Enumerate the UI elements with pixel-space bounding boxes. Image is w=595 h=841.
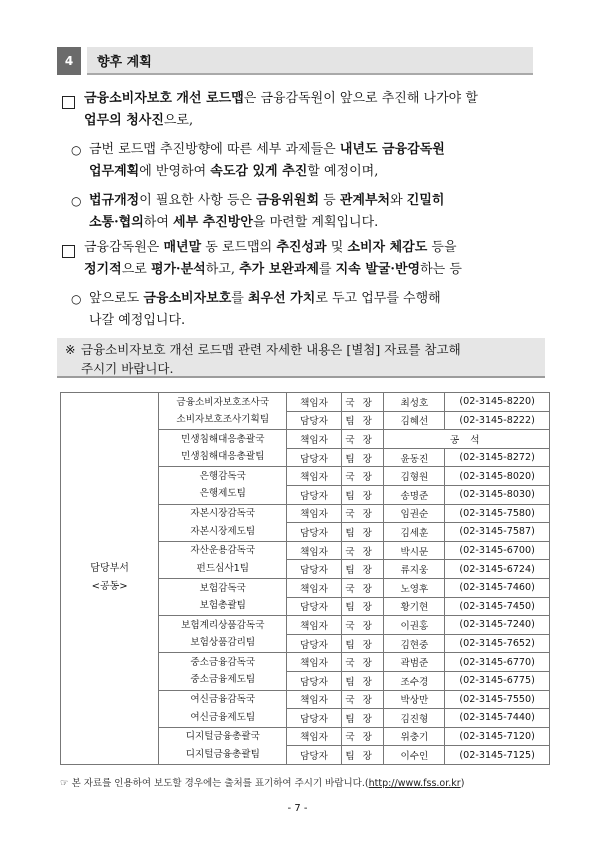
circle-bullet-icon: ○ — [71, 143, 82, 157]
role-cell: 담당자 — [287, 485, 341, 504]
team-cell: 은행감독국 은행제도팀 — [159, 467, 287, 504]
name-cell: 이수인 — [384, 746, 445, 765]
note-line-1: 금융소비자보호 개선 로드맵 관련 자세한 내용은 [별첨] 자료를 참고해 — [81, 342, 461, 357]
name-cell: 박시문 — [384, 541, 445, 560]
name-cell: 임권순 — [384, 504, 445, 523]
position-cell: 국장 — [341, 578, 384, 597]
phone-cell: (02-3145-6775) — [445, 671, 550, 690]
phone-cell: (02-3145-7580) — [445, 504, 550, 523]
position-cell: 국장 — [341, 690, 384, 709]
note-line-2: 주시기 바랍니다. — [81, 361, 174, 376]
role-cell: 담당자 — [287, 560, 341, 579]
paragraph-1: 금융소비자보호 개선 로드맵은 금융감독원이 앞으로 추진해 나가야 할 업무의 청사진으로, — [84, 91, 478, 128]
position-cell: 국장 — [341, 616, 384, 635]
section-number: 4 — [57, 47, 81, 75]
position-cell: 팀장 — [341, 746, 384, 765]
name-cell: 조수경 — [384, 671, 445, 690]
position-cell: 국장 — [341, 467, 384, 486]
phone-cell: (02-3145-6770) — [445, 653, 550, 672]
team-cell: 자본시장감독국 자본시장제도팀 — [159, 504, 287, 541]
name-cell: 이권홍 — [384, 616, 445, 635]
phone-cell: (02-3145-7550) — [445, 690, 550, 709]
phone-cell: (02-3145-7440) — [445, 709, 550, 728]
name-cell: 황기현 — [384, 597, 445, 616]
name-cell: 김현중 — [384, 634, 445, 653]
pointing-hand-icon: ☞ — [60, 778, 69, 789]
phone-cell: (02-3145-7652) — [445, 634, 550, 653]
position-cell: 팀장 — [341, 523, 384, 542]
team-cell: 민생침해대응총괄국 민생침해대응총괄팀 — [159, 430, 287, 467]
role-cell: 담당자 — [287, 634, 341, 653]
phone-cell: (02-3145-8220) — [445, 393, 550, 412]
phone-cell: (02-3145-7240) — [445, 616, 550, 635]
role-cell: 책임자 — [287, 430, 341, 449]
team-cell: 보험계리상품감독국 보험상품감리팀 — [159, 616, 287, 653]
role-cell: 책임자 — [287, 616, 341, 635]
team-cell: 중소금융감독국 중소금융제도팀 — [159, 653, 287, 690]
role-cell: 담당자 — [287, 448, 341, 467]
position-cell: 팀장 — [341, 448, 384, 467]
team-cell: 보험감독국 보험총괄팀 — [159, 578, 287, 615]
role-cell: 담당자 — [287, 671, 341, 690]
position-cell: 국장 — [341, 504, 384, 523]
name-cell: 김형원 — [384, 467, 445, 486]
phone-cell: (02-3145-7125) — [445, 746, 550, 765]
role-cell: 책임자 — [287, 541, 341, 560]
name-cell: 최성호 — [384, 393, 445, 412]
fss-website-link[interactable]: http://www.fss.or.kr — [368, 778, 461, 789]
position-cell: 국장 — [341, 653, 384, 672]
phone-cell: (02-3145-7460) — [445, 578, 550, 597]
role-cell: 담당자 — [287, 709, 341, 728]
name-cell: 노영후 — [384, 578, 445, 597]
name-cell: 위충기 — [384, 727, 445, 746]
position-cell: 국장 — [341, 727, 384, 746]
paragraph-5: 앞으로도 금융소비자보호를 최우선 가치로 두고 업무를 수행해 나갈 예정입니다. — [89, 291, 441, 328]
role-cell: 책임자 — [287, 690, 341, 709]
name-cell: 김혜선 — [384, 411, 445, 430]
role-cell: 책임자 — [287, 393, 341, 412]
team-cell: 디지털금융총괄국 디지털금융총괄팀 — [159, 727, 287, 764]
name-cell: 송명준 — [384, 485, 445, 504]
contact-row — [61, 393, 550, 412]
role-cell: 담당자 — [287, 597, 341, 616]
name-cell: 곽범준 — [384, 653, 445, 672]
circle-bullet-icon: ○ — [71, 194, 82, 208]
square-bullet-icon — [62, 245, 75, 258]
phone-cell: (02-3145-8222) — [445, 411, 550, 430]
footer-note: ☞ 본 자료를 인용하여 보도할 경우에는 출처를 표기하여 주시기 바랍니다.(http://www.fss.or.kr) — [60, 778, 465, 789]
role-cell: 책임자 — [287, 467, 341, 486]
role-cell: 책임자 — [287, 653, 341, 672]
role-cell: 책임자 — [287, 504, 341, 523]
paragraph-2: 금번 로드맵 추진방향에 따른 세부 과제들은 내년도 금융감독원 업무계획에 반영하여 속도감 있게 추진할 예정이며, — [89, 142, 445, 179]
position-cell: 팀장 — [341, 411, 384, 430]
phone-cell: (02-3145-7450) — [445, 597, 550, 616]
position-cell: 팀장 — [341, 485, 384, 504]
section-title: 향후 계획 — [87, 47, 533, 75]
position-cell: 국장 — [341, 541, 384, 560]
reference-note — [57, 338, 545, 378]
name-cell: 김세훈 — [384, 523, 445, 542]
paragraph-3: 법규개정이 필요한 사항 등은 금융위원회 등 관계부처와 긴밀히 소통·협의하여 세부 추진방안을 마련할 계획입니다. — [89, 193, 445, 230]
phone-cell: (02-3145-7587) — [445, 523, 550, 542]
paragraph-4: 금융감독원은 매년말 동 로드맵의 추진성과 및 소비자 체감도 등을 정기적으로 평가·분석하고, 추가 보완과제를 지속 발굴·반영하는 등 — [84, 240, 462, 277]
circle-bullet-icon: ○ — [71, 292, 82, 306]
phone-cell: (02-3145-6700) — [445, 541, 550, 560]
page-number: - 7 - — [287, 803, 308, 814]
position-cell: 팀장 — [341, 671, 384, 690]
position-cell: 팀장 — [341, 709, 384, 728]
position-cell: 팀장 — [341, 597, 384, 616]
position-cell: 팀장 — [341, 634, 384, 653]
phone-cell: (02-3145-8020) — [445, 467, 550, 486]
position-cell: 국장 — [341, 430, 384, 449]
vacant-cell: 공 석 — [384, 430, 550, 449]
contacts-table — [60, 392, 550, 765]
name-cell: 박상만 — [384, 690, 445, 709]
section-header — [57, 47, 533, 75]
role-cell: 담당자 — [287, 411, 341, 430]
team-cell: 금융소비자보호조사국 소비자보호조사기획팀 — [159, 393, 287, 430]
role-cell: 책임자 — [287, 578, 341, 597]
phone-cell: (02-3145-6724) — [445, 560, 550, 579]
name-cell: 류지웅 — [384, 560, 445, 579]
team-cell: 자산운용감독국 펀드심사1팀 — [159, 541, 287, 578]
team-cell: 여신금융감독국 여신금융제도팀 — [159, 690, 287, 727]
department-cell: 담당부서 <공동> — [61, 393, 159, 765]
reference-mark-icon: ※ — [65, 342, 76, 357]
square-bullet-icon — [62, 96, 75, 109]
name-cell: 김진형 — [384, 709, 445, 728]
role-cell: 담당자 — [287, 746, 341, 765]
position-cell: 국장 — [341, 393, 384, 412]
role-cell: 담당자 — [287, 523, 341, 542]
phone-cell: (02-3145-7120) — [445, 727, 550, 746]
role-cell: 책임자 — [287, 727, 341, 746]
name-cell: 윤동진 — [384, 448, 445, 467]
phone-cell: (02-3145-8272) — [445, 448, 550, 467]
phone-cell: (02-3145-8030) — [445, 485, 550, 504]
position-cell: 팀장 — [341, 560, 384, 579]
